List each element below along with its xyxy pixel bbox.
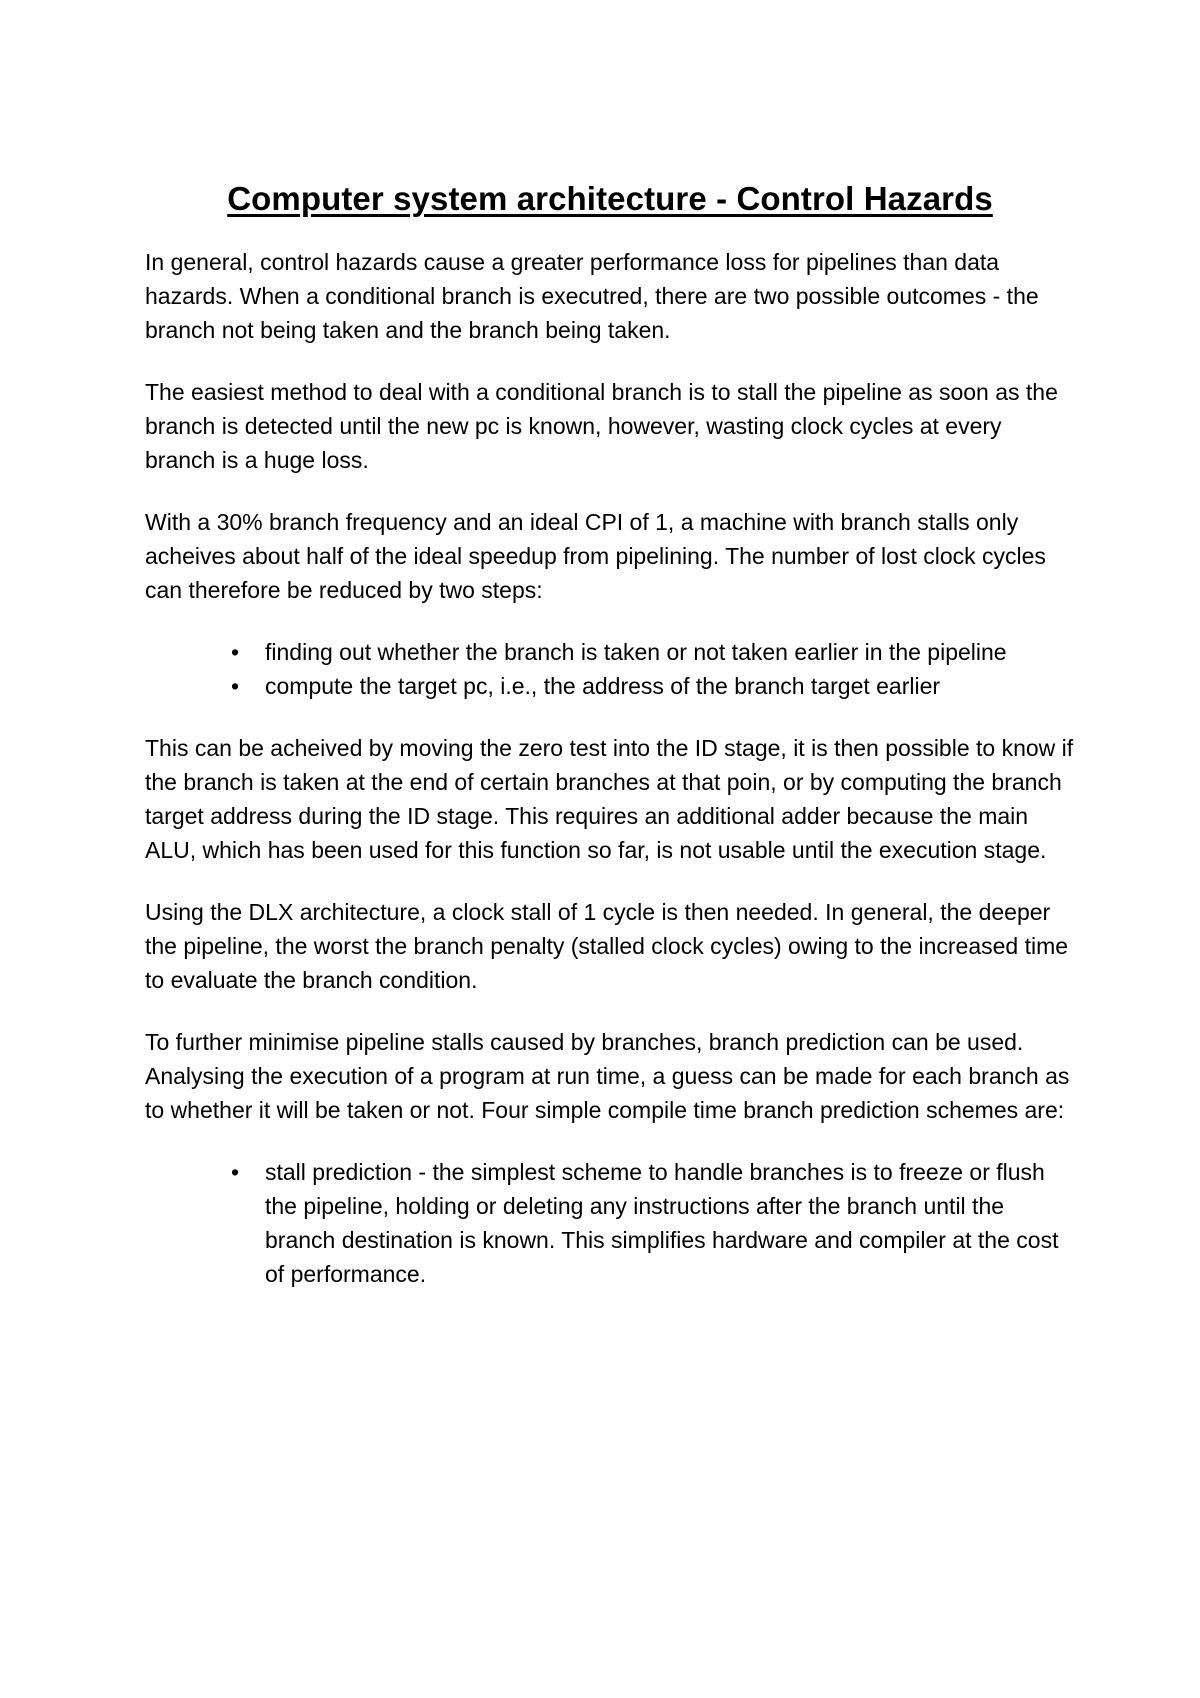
bullet-icon: •: [231, 1159, 240, 1186]
paragraph-zero-test: This can be acheived by moving the zero test into the ID stage, it is then possible to know if the branch is taken at the end of certain branches at that poin, or by computing the branch target address during the ID stage. This requires an additional adder because the main ALU, which has been used for this function so far, is not usable until the execution stage.: [145, 735, 1074, 864]
list-item: [231, 669, 1075, 703]
bullet-icon: •: [231, 673, 240, 700]
schemes-list: [145, 1155, 1075, 1291]
paragraph-branch-prediction: To further minimise pipeline stalls caused by branches, branch prediction can be used. Analysing the execution of a program at run time, a guess can be made for each branch as to whether it will be taken or not. Four simple compile time branch prediction schemes are:: [145, 1029, 1070, 1124]
list-item-text: finding out whether the branch is taken or not taken earlier in the pipeline: [265, 639, 1007, 666]
paragraph-intro: In general, control hazards cause a greater performance loss for pipelines than data hazards. When a conditional branch is executred, there are two possible outcomes - the branch not being taken and the branch being taken.: [145, 249, 1039, 344]
paragraph-dlx: Using the DLX architecture, a clock stall of 1 cycle is then needed. In general, the deeper the pipeline, the worst the branch penalty (stalled clock cycles) owing to the increased time to evaluate the branch condition.: [145, 899, 1069, 994]
steps-list: [145, 635, 1075, 703]
document-body: [145, 178, 1075, 1319]
bullet-icon: •: [231, 639, 240, 666]
list-item: [231, 635, 1075, 669]
paragraph-stall-method: The easiest method to deal with a conditional branch is to stall the pipeline as soon as the branch is detected until the new pc is known, however, wasting clock cycles at every branch is a huge loss.: [145, 379, 1058, 474]
list-item: [231, 1155, 1075, 1291]
paragraph-branch-frequency: With a 30% branch frequency and an ideal CPI of 1, a machine with branch stalls only acheives about half of the ideal speedup from pipelining. The number of lost clock cycles can therefore be reduced by two steps:: [145, 509, 1046, 604]
document-title: Computer system architecture - Control Hazards: [227, 180, 993, 217]
list-item-text: stall prediction - the simplest scheme to handle branches is to freeze or flush the pipeline, holding or deleting any instructions after the branch until the branch destination is known. This simplifies hardware and compiler at the cost of performance.: [265, 1159, 1059, 1288]
list-item-text: compute the target pc, i.e., the address of the branch target earlier: [265, 673, 941, 700]
